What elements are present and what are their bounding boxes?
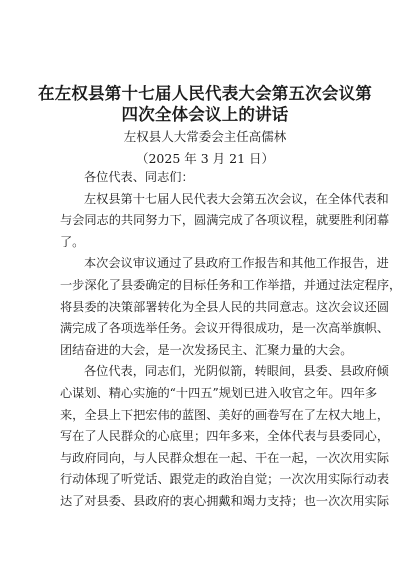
paragraph-line: 各位代表，同志们，光阴似箭，转眼间，县委、县政府倾 [84,364,389,379]
paragraph-line: 写在了人民群众的心底里；四年多来，全体代表与县委同心， [60,429,390,444]
greeting-line: 各位代表、同志们： [84,170,194,184]
speech-body [60,167,402,513]
paragraph-line: 行动体现了听党话、跟党走的政治自觉；一次次用实际行动表 [60,472,390,487]
paragraph-line: 与会同志的共同努力下，圆满完成了各项议程，就要胜利闭幕 [60,213,390,228]
speech-date: （2025 年 3 月 21 日） [135,151,275,166]
paragraph-line: 达了对县委、县政府的衷心拥戴和竭力支持；也一次次用实际 [60,493,390,508]
paragraph-line: 团结奋进的大会，是一次发扬民主、汇聚力量的大会。 [60,342,353,357]
document-title-line-2: 四次全体会议上的讲话 [121,105,289,124]
speaker-byline: 左权县人大常委会主任高儒林 [123,129,287,144]
paragraph-line: 心谋划、精心实施的“十四五”规划已进入收官之年。四年多 [60,385,378,400]
paragraph-line: 将县委的决策部署转化为全县人民的共同意志。这次会议还圆 [60,299,390,314]
paragraph-line: 满完成了各项选举任务。会议开得很成功，是一次高举旗帜、 [60,321,390,336]
paragraph-line: 本次会议审议通过了县政府工作报告和其他工作报告，进 [84,256,389,271]
paragraph-line: 左权县第十七届人民代表大会第五次会议，在全体代表和 [84,191,389,206]
document-title-line-1: 在左权县第十七届人民代表大会第五次会议第 [38,84,372,103]
paragraph-line: 来，全县上下把宏伟的蓝图、美好的画卷写在了左权大地上， [60,407,390,422]
paragraph-line: 与政府同向，与人民群众想在一起、干在一起，一次次用实际 [60,450,390,465]
paragraph-line: 了。 [60,234,85,249]
paragraph-line: 一步深化了县委确定的目标任务和工作举措，并通过法定程序， [60,277,402,292]
